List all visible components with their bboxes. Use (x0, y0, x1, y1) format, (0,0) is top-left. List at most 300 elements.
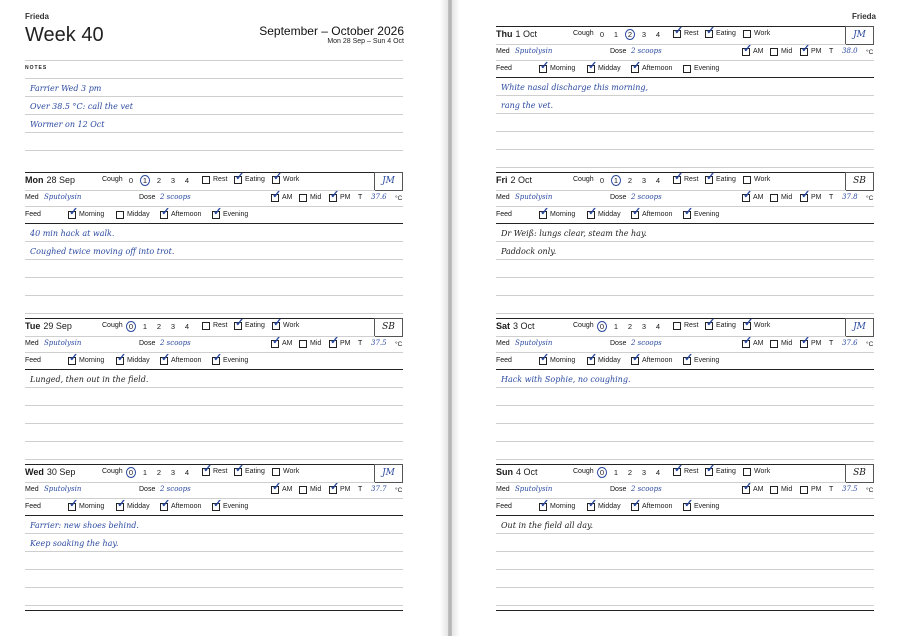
check-mark-icon: ✓ (743, 43, 753, 55)
day-note-line (496, 441, 874, 442)
rest-checkbox[interactable] (673, 25, 684, 38)
day-note-line (496, 149, 874, 150)
cough-score-0[interactable]: 0 (597, 321, 607, 332)
feed-afternoon-label: Afternoon (642, 65, 673, 72)
check-mark-icon: ✓ (632, 352, 642, 364)
day-weekday: Thu (496, 29, 513, 39)
med-label: Med (25, 340, 39, 347)
initials-box: SB (374, 318, 403, 337)
am-dose-label: AM (282, 486, 293, 493)
day-note-2: Paddock only. (501, 247, 557, 256)
mid-dose-checkbox[interactable] (299, 486, 307, 494)
cough-score-1[interactable]: 1 (142, 322, 148, 331)
temp-label: T (358, 486, 363, 493)
rest-label: Rest (684, 322, 699, 329)
rest-checkbox[interactable] (673, 171, 684, 184)
check-mark-icon: ✓ (117, 352, 127, 364)
eating-checkbox[interactable] (705, 317, 716, 330)
cough-score-3[interactable]: 3 (641, 176, 647, 185)
feed-bottom-rule (496, 77, 874, 78)
day-note-line (496, 295, 874, 296)
feed-afternoon-label: Afternoon (642, 503, 673, 510)
med-name: Sputolysin (515, 193, 553, 201)
day-note-line (25, 387, 403, 388)
day-note-1: White nasal discharge this morning, (501, 83, 649, 92)
temp-unit: °C (395, 487, 403, 494)
mid-dose-checkbox[interactable] (770, 48, 778, 56)
feed-afternoon-checkbox[interactable] (631, 206, 642, 219)
check-mark-icon: ✓ (161, 498, 171, 510)
temp-label: T (829, 194, 834, 201)
day-top-rule (25, 172, 403, 173)
day-sub-rule (25, 190, 375, 191)
owner-name: Frieda (851, 12, 876, 21)
notes-rule-line (25, 78, 403, 79)
feed-midday-checkbox[interactable] (587, 60, 598, 73)
feed-midday-checkbox[interactable] (587, 498, 598, 511)
dose-value: 2 scoops (631, 485, 662, 493)
eating-checkbox[interactable] (234, 317, 245, 330)
feed-afternoon-checkbox[interactable] (631, 352, 642, 365)
feed-afternoon-checkbox[interactable] (160, 498, 171, 511)
check-mark-icon: ✓ (69, 498, 79, 510)
work-checkbox[interactable] (743, 30, 751, 38)
day-note-line (25, 241, 403, 242)
rest-checkbox[interactable] (202, 176, 210, 184)
day-sub-rule (496, 44, 846, 45)
work-checkbox[interactable] (743, 468, 751, 476)
check-mark-icon: ✓ (706, 317, 716, 329)
check-mark-icon: ✓ (161, 352, 171, 364)
cough-score-4[interactable]: 4 (655, 468, 661, 477)
day-weekday: Fri (496, 175, 508, 185)
day-top-rule (496, 172, 874, 173)
day-date: 3 Oct (513, 321, 535, 331)
rest-checkbox[interactable] (202, 463, 213, 476)
feed-bottom-rule (496, 369, 874, 370)
day-note-line (496, 387, 874, 388)
feed-morning-checkbox[interactable] (539, 60, 550, 73)
initials-box: JM (845, 26, 874, 45)
check-mark-icon: ✓ (674, 463, 684, 475)
feed-evening-label: Evening (694, 211, 720, 218)
feed-midday-label: Midday (598, 211, 621, 218)
check-mark-icon: ✓ (330, 481, 340, 493)
initials-box: SB (845, 464, 874, 483)
feed-afternoon-checkbox[interactable] (160, 206, 171, 219)
week-title: Week 40 (25, 24, 104, 46)
cough-score-0[interactable]: 0 (599, 176, 605, 185)
rest-checkbox[interactable] (673, 463, 684, 476)
feed-evening-label: Evening (694, 357, 720, 364)
notes-line-3: Wormer on 12 Oct (30, 120, 105, 129)
pm-dose-label: PM (811, 340, 822, 347)
cough-label: Cough (573, 30, 594, 37)
owner-name: Frieda (25, 12, 50, 21)
day-weekday: Tue (25, 321, 41, 331)
feed-afternoon-label: Afternoon (171, 211, 202, 218)
temp-label: T (358, 194, 363, 201)
mid-dose-label: Mid (781, 340, 793, 347)
check-mark-icon: ✓ (706, 171, 716, 183)
temp-unit: °C (866, 195, 874, 202)
cough-score-3[interactable]: 3 (641, 30, 647, 39)
pm-dose-checkbox[interactable] (800, 43, 811, 56)
notes-line-2: Over 38.5 °C: call the vet (30, 102, 133, 111)
pm-dose-label: PM (811, 486, 822, 493)
temperature-value: 38.0 (842, 47, 858, 55)
day-note-2: Keep soaking the hay. (30, 539, 119, 548)
day-note-line (496, 569, 874, 570)
check-mark-icon: ✓ (273, 317, 283, 329)
check-mark-icon: ✓ (272, 335, 282, 347)
check-mark-icon: ✓ (684, 498, 694, 510)
med-name: Sputolysin (515, 47, 553, 55)
eating-checkbox[interactable] (705, 171, 716, 184)
page-bottom-rule (496, 610, 874, 611)
feed-morning-checkbox[interactable] (68, 498, 79, 511)
temperature-value: 37.5 (371, 339, 387, 347)
cough-score-1[interactable]: 1 (613, 468, 619, 477)
day-note-1: 40 min hack at walk. (30, 229, 115, 238)
am-dose-checkbox[interactable] (271, 481, 282, 494)
cough-score-4[interactable]: 4 (184, 468, 190, 477)
day-note-line (496, 605, 874, 606)
pm-dose-checkbox[interactable] (329, 335, 340, 348)
temp-unit: °C (866, 341, 874, 348)
feed-midday-checkbox[interactable] (587, 206, 598, 219)
day-sub-rule (25, 482, 375, 483)
feed-morning-label: Morning (550, 65, 576, 72)
feed-midday-label: Midday (127, 357, 150, 364)
mid-dose-checkbox[interactable] (299, 194, 307, 202)
feed-morning-label: Morning (79, 211, 105, 218)
mid-dose-label: Mid (781, 194, 793, 201)
cough-score-2[interactable]: 2 (156, 176, 162, 185)
cough-score-1[interactable]: 1 (613, 30, 619, 39)
day-name (25, 467, 75, 477)
temp-unit: °C (866, 49, 874, 56)
feed-midday-label: Midday (598, 503, 621, 510)
am-dose-label: AM (753, 48, 764, 55)
day-date: 28 Sep (46, 175, 76, 185)
feed-morning-label: Morning (550, 503, 576, 510)
med-name: Sputolysin (44, 193, 82, 201)
dose-value: 2 scoops (160, 339, 191, 347)
check-mark-icon: ✓ (235, 463, 245, 475)
feed-morning-checkbox[interactable] (539, 498, 550, 511)
feed-midday-checkbox[interactable] (116, 352, 127, 365)
med-name: Sputolysin (515, 485, 553, 493)
med-label: Med (496, 340, 510, 347)
am-dose-label: AM (282, 194, 293, 201)
cough-label: Cough (573, 468, 594, 475)
day-weekday: Sun (496, 467, 513, 477)
check-mark-icon: ✓ (235, 317, 245, 329)
cough-label: Cough (102, 322, 123, 329)
check-mark-icon: ✓ (117, 498, 127, 510)
day-note-line (25, 587, 403, 588)
mid-dose-checkbox[interactable] (770, 194, 778, 202)
day-note-line (25, 441, 403, 442)
day-name (496, 467, 538, 477)
day-note-line (496, 113, 874, 114)
feed-evening-label: Evening (223, 503, 249, 510)
cough-score-3[interactable]: 3 (641, 468, 647, 477)
pm-dose-checkbox[interactable] (329, 481, 340, 494)
work-checkbox[interactable] (743, 176, 751, 184)
work-label: Work (754, 322, 771, 329)
initials-box: JM (845, 318, 874, 337)
dose-label: Dose (610, 340, 627, 347)
day-note-line (496, 551, 874, 552)
eating-label: Eating (716, 176, 736, 183)
check-mark-icon: ✓ (203, 463, 213, 475)
cough-score-3[interactable]: 3 (170, 468, 176, 477)
day-note-line (25, 259, 403, 260)
feed-evening-label: Evening (694, 503, 720, 510)
eating-label: Eating (716, 322, 736, 329)
am-dose-checkbox[interactable] (742, 335, 753, 348)
feed-evening-checkbox[interactable] (212, 206, 223, 219)
feed-morning-checkbox[interactable] (539, 352, 550, 365)
cough-score-4[interactable]: 4 (655, 30, 661, 39)
day-note-line (25, 423, 403, 424)
day-note-line (25, 313, 403, 314)
cough-score-4[interactable]: 4 (655, 322, 661, 331)
cough-score-1[interactable]: 1 (140, 175, 150, 186)
pm-dose-label: PM (811, 48, 822, 55)
day-note-line (496, 533, 874, 534)
feed-evening-label: Evening (223, 357, 249, 364)
feed-evening-label: Evening (694, 65, 720, 72)
am-dose-checkbox[interactable] (271, 189, 282, 202)
cough-score-2[interactable]: 2 (156, 322, 162, 331)
mid-dose-checkbox[interactable] (770, 340, 778, 348)
feed-midday-checkbox[interactable] (116, 498, 127, 511)
check-mark-icon: ✓ (706, 463, 716, 475)
feed-afternoon-label: Afternoon (171, 357, 202, 364)
cough-score-0[interactable]: 0 (128, 176, 134, 185)
check-mark-icon: ✓ (744, 317, 754, 329)
cough-score-4[interactable]: 4 (655, 176, 661, 185)
cough-score-2[interactable]: 2 (627, 468, 633, 477)
pm-dose-label: PM (340, 486, 351, 493)
day-note-1: Lunged, then out in the field. (30, 375, 149, 384)
check-mark-icon: ✓ (272, 189, 282, 201)
check-mark-icon: ✓ (235, 171, 245, 183)
check-mark-icon: ✓ (69, 206, 79, 218)
day-note-1: Dr Weiß: lungs clear, steam the hay. (501, 229, 647, 238)
work-label: Work (283, 176, 300, 183)
day-block-thu (496, 26, 874, 172)
temperature-value: 37.6 (371, 193, 387, 201)
cough-score-1[interactable]: 1 (613, 322, 619, 331)
day-date: 29 Sep (43, 321, 72, 331)
check-mark-icon: ✓ (743, 335, 753, 347)
work-label: Work (754, 176, 771, 183)
day-note-line (496, 587, 874, 588)
temperature-value: 37.7 (371, 485, 387, 493)
feed-label: Feed (25, 211, 41, 218)
day-note-2: rang the vet. (501, 101, 554, 110)
cough-score-0[interactable]: 0 (126, 467, 136, 478)
cough-score-2[interactable]: 2 (627, 322, 633, 331)
cough-score-2[interactable]: 2 (625, 29, 635, 40)
check-mark-icon: ✓ (540, 60, 550, 72)
feed-midday-label: Midday (598, 357, 621, 364)
day-note-1: Farrier: new shoes behind. (30, 521, 139, 530)
eating-checkbox[interactable] (705, 25, 716, 38)
day-note-line (496, 167, 874, 168)
am-dose-checkbox[interactable] (742, 481, 753, 494)
work-checkbox[interactable] (743, 317, 754, 330)
day-note-line (25, 569, 403, 570)
day-sub-rule (496, 482, 846, 483)
feed-midday-checkbox[interactable] (587, 352, 598, 365)
check-mark-icon: ✓ (540, 206, 550, 218)
pm-dose-checkbox[interactable] (800, 486, 808, 494)
feed-afternoon-checkbox[interactable] (631, 498, 642, 511)
work-label: Work (754, 30, 771, 37)
cough-score-2[interactable]: 2 (627, 176, 633, 185)
feed-evening-checkbox[interactable] (683, 206, 694, 219)
notes-rule-line (25, 114, 403, 115)
day-note-1: Hack with Sophie, no coughing. (501, 375, 631, 384)
pm-dose-checkbox[interactable] (800, 335, 811, 348)
pm-dose-checkbox[interactable] (329, 189, 340, 202)
mid-dose-checkbox[interactable] (299, 340, 307, 348)
day-note-line (496, 313, 874, 314)
feed-evening-checkbox[interactable] (683, 65, 691, 73)
feed-evening-checkbox[interactable] (212, 498, 223, 511)
check-mark-icon: ✓ (801, 43, 811, 55)
temp-label: T (829, 340, 834, 347)
day-weekday: Sat (496, 321, 511, 331)
dose-label: Dose (610, 48, 627, 55)
feed-evening-checkbox[interactable] (683, 352, 694, 365)
feed-morning-label: Morning (79, 503, 105, 510)
day-note-line (25, 295, 403, 296)
day-note-line (496, 131, 874, 132)
cough-score-3[interactable]: 3 (641, 322, 647, 331)
rest-label: Rest (684, 30, 699, 37)
day-top-rule (25, 318, 403, 319)
feed-morning-checkbox[interactable] (68, 206, 79, 219)
mid-dose-label: Mid (781, 48, 793, 55)
rest-checkbox[interactable] (673, 322, 681, 330)
feed-evening-checkbox[interactable] (212, 352, 223, 365)
eating-label: Eating (245, 176, 265, 183)
cough-score-0[interactable]: 0 (126, 321, 136, 332)
cough-label: Cough (102, 176, 123, 183)
cough-score-2[interactable]: 2 (156, 468, 162, 477)
cough-score-0[interactable]: 0 (599, 30, 605, 39)
med-label: Med (25, 194, 39, 201)
feed-bottom-rule (25, 515, 403, 516)
feed-morning-label: Morning (550, 211, 576, 218)
am-dose-checkbox[interactable] (271, 335, 282, 348)
cough-score-4[interactable]: 4 (184, 322, 190, 331)
eating-checkbox[interactable] (705, 463, 716, 476)
eating-checkbox[interactable] (234, 463, 245, 476)
eating-label: Eating (245, 322, 265, 329)
cough-score-3[interactable]: 3 (170, 176, 176, 185)
check-mark-icon: ✓ (743, 189, 753, 201)
cough-score-4[interactable]: 4 (184, 176, 190, 185)
rest-label: Rest (684, 176, 699, 183)
check-mark-icon: ✓ (801, 189, 811, 201)
temp-unit: °C (395, 341, 403, 348)
check-mark-icon: ✓ (632, 60, 642, 72)
am-dose-checkbox[interactable] (742, 43, 753, 56)
work-label: Work (283, 468, 300, 475)
work-checkbox[interactable] (272, 317, 283, 330)
cough-score-3[interactable]: 3 (170, 322, 176, 331)
rest-label: Rest (213, 468, 228, 475)
notes-label: NOTES (25, 65, 48, 71)
feed-morning-checkbox[interactable] (68, 352, 79, 365)
day-block-sun (496, 464, 874, 610)
day-block-fri (496, 172, 874, 318)
eating-checkbox[interactable] (234, 171, 245, 184)
pm-dose-label: PM (340, 194, 351, 201)
am-dose-checkbox[interactable] (742, 189, 753, 202)
feed-midday-label: Midday (127, 211, 150, 218)
cough-score-1[interactable]: 1 (142, 468, 148, 477)
am-dose-label: AM (282, 340, 293, 347)
day-top-rule (496, 464, 874, 465)
dose-value: 2 scoops (631, 47, 662, 55)
pm-dose-checkbox[interactable] (800, 189, 811, 202)
day-name (496, 175, 532, 185)
check-mark-icon: ✓ (161, 206, 171, 218)
work-checkbox[interactable] (272, 468, 280, 476)
check-mark-icon: ✓ (330, 189, 340, 201)
feed-label: Feed (496, 211, 512, 218)
page-bottom-rule (25, 610, 403, 611)
check-mark-icon: ✓ (330, 335, 340, 347)
feed-morning-checkbox[interactable] (539, 206, 550, 219)
check-mark-icon: ✓ (213, 206, 223, 218)
day-top-rule (496, 26, 874, 27)
dose-value: 2 scoops (160, 485, 191, 493)
cough-label: Cough (102, 468, 123, 475)
feed-evening-checkbox[interactable] (683, 498, 694, 511)
feed-afternoon-checkbox[interactable] (160, 352, 171, 365)
rest-checkbox[interactable] (202, 322, 210, 330)
feed-morning-label: Morning (79, 357, 105, 364)
check-mark-icon: ✓ (213, 498, 223, 510)
feed-rule (496, 60, 874, 61)
cough-score-1[interactable]: 1 (611, 175, 621, 186)
day-note-line (25, 277, 403, 278)
work-checkbox[interactable] (272, 171, 283, 184)
feed-midday-checkbox[interactable] (116, 211, 124, 219)
temp-label: T (829, 48, 834, 55)
cough-score-0[interactable]: 0 (597, 467, 607, 478)
med-name: Sputolysin (44, 339, 82, 347)
dose-label: Dose (139, 486, 156, 493)
check-mark-icon: ✓ (674, 25, 684, 37)
mid-dose-checkbox[interactable] (770, 486, 778, 494)
feed-afternoon-checkbox[interactable] (631, 60, 642, 73)
date-range: September – October 2026 (259, 24, 404, 38)
am-dose-label: AM (753, 194, 764, 201)
day-block-tue (25, 318, 403, 464)
feed-label: Feed (25, 503, 41, 510)
work-label: Work (754, 468, 771, 475)
